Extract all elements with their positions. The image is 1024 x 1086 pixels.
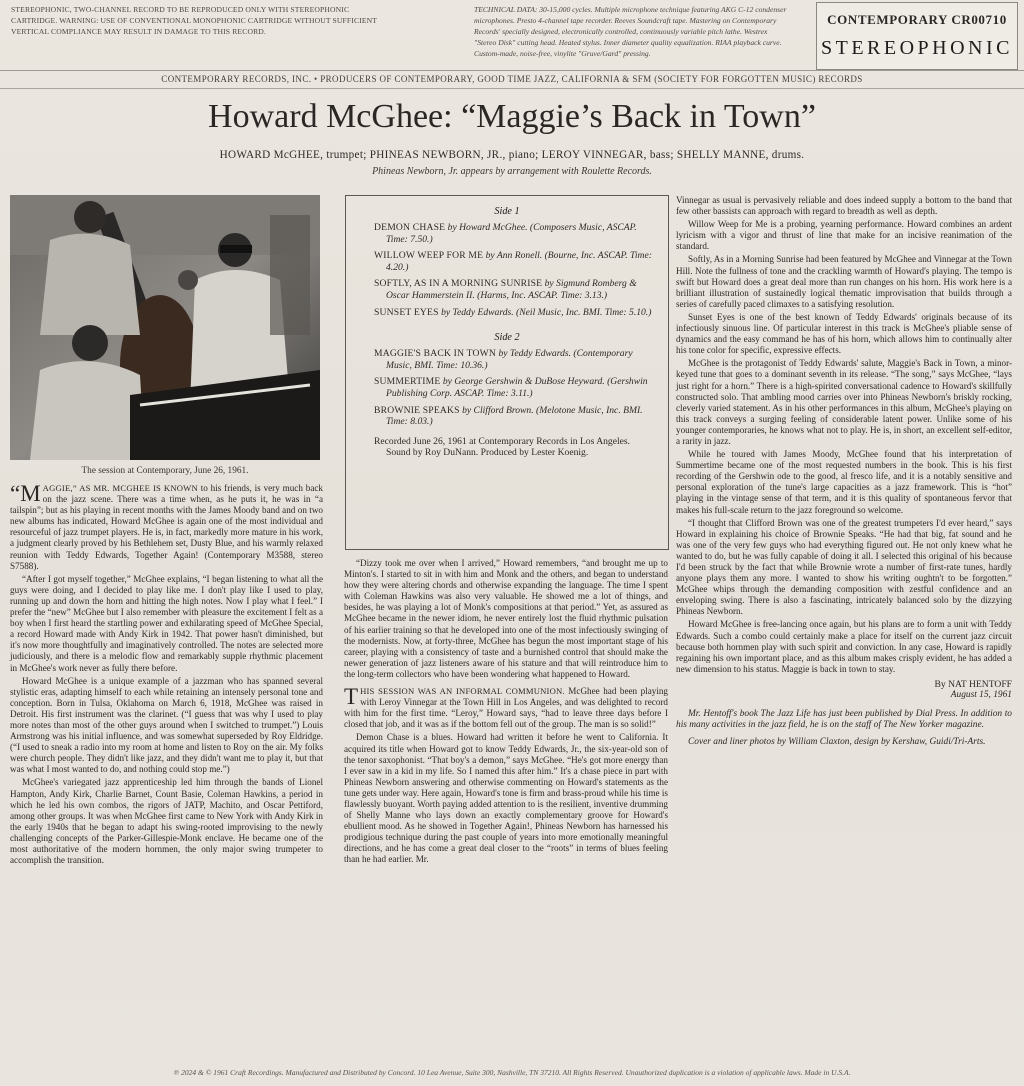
paragraph: Demon Chase is a blues. Howard had written it before he went to California. It acquired its title when Howard got to know Teddy Edwards, Jr., the six-year-old son of the tenor saxophonist. “That boy's a demon,” says McGhee. “He's got more energy than I ever saw in a kid in my life. So I named this after him.” It's a chase piece in part with Phineas Newborn answering and otherwise commenting on Howard's statements as the tune gets under way. Here again, Howard's tone is firm and brass-proud while his time is flawlessly buoyant. Worth paying added attention to is the resilient, inventive drumming of Shelly Manne who lays down an exactly complementary groove for Howard's ebullient mood. As he showed in Together Again!, Phineas Newborn has harnessed his prodigious technique during the past couple of years into more emotionally meaningful directions, and he has come a great deal closer to the “roots” in terms of blues feeling than he had earlier. Mr. — [344, 732, 668, 865]
paragraph: Howard McGhee is free-lancing once again, but his plans are to form a unit with Teddy Edwards. Such a combo could certainly make a place for itself on the current jazz circuit because both hornmen play with such spirit and conviction. In any case, Howard is rapidly regaining his own important place, and as this album makes crisply evident, he has added a new dimension to his status. Maggie is back in town to stay. — [676, 619, 1012, 674]
liner-column-1 — [10, 483, 323, 868]
track-title: BROWNIE SPEAKS — [374, 404, 460, 416]
track-credit: by George Gershwin & DuBose Heyward. (Gershwin Publishing Corp. ASCAP. Time: 3.11.) — [386, 376, 648, 399]
paragraph: Howard McGhee is a unique example of a jazzman who has spanned several stylistic eras, adapting himself to each while retaining an intensely personal tone and conception. Born in Tulsa, Oklahoma on March 6, 1918, McGhee was raised in Detroit. His first instrument was the clarinet. (“I guess that was why I used to play more notes than most of the other guys around when I switched to trumpet.”) Louis Armstrong was his initial influence, and was somewhat superseded by Roy Eldridge. (“I used to sneak a radio into my room at home and listen to Roy on the air. My folks were church people. They didn't like jazz, and they didn't want me to play it, but that was what I most wanted to do, and nothing could stop me.”) — [10, 675, 323, 775]
producers-line: CONTEMPORARY RECORDS, INC. • PRODUCERS OF CONTEMPORARY, GOOD TIME JAZZ, CALIFORNIA & SFM (SOCIETY FOR FORGOTTEN MUSIC) RECORDS — [161, 74, 863, 84]
album-title: Howard McGhee: “Maggie’s Back in Town” — [208, 98, 816, 135]
lead-in: HIS SESSION WAS AN INFORMAL COMMUNION. — [360, 686, 565, 697]
track-credit: by Ann Ronell. (Bourne, Inc. ASCAP. Time: 4.20.) — [386, 250, 652, 273]
track-title: WILLOW WEEP FOR ME — [374, 250, 484, 262]
track-item — [374, 307, 652, 319]
drop-cap: T — [344, 684, 359, 710]
track-item — [374, 376, 652, 399]
track-item — [374, 278, 652, 301]
track-item — [374, 222, 652, 245]
lead-in: AGGIE,” AS MR. MCGHEE IS KNOWN — [42, 483, 198, 493]
signature-date: August 15, 1961 — [950, 690, 1012, 701]
track-list-box — [345, 195, 669, 550]
track-title: SOFTLY, AS IN A MORNING SUNRISE — [374, 278, 543, 290]
track-title: SUMMERTIME — [374, 376, 441, 388]
track-credit: by Teddy Edwards. (Contemporary Music, BMI. Time: 10.36.) — [386, 348, 633, 371]
photo-caption: The session at Contemporary, June 26, 1961. — [81, 466, 249, 476]
personnel-line: HOWARD McGHEE, trumpet; PHINEAS NEWBORN, JR., piano; LEROY VINNEGAR, bass; SHELLY MANNE, drums. — [219, 149, 805, 161]
paragraph: McGhee's variegated jazz apprenticeship led him through the bands of Lionel Hampton, Andy Kirk, Charlie Barnet, Count Basie, Coleman Hawkins, a period in which he led his own combos, the rigors of JATP, Machito, and Oscar Pettiford, among other groups. It was when McGhee first came to New York with Andy Kirk in the early 1940s that he began to adapt his swing-rooted improvising to the newly challenging concepts of the Parker-Gillespie-Monk enclave. He became one of the most authoritative of the modern hornmen, the only major swing trumpeter to accomplish the transition. — [10, 777, 323, 866]
side-1-tracks — [346, 222, 668, 318]
drop-cap: “M — [10, 481, 41, 506]
track-credit: by Clifford Brown. (Melotone Music, Inc. BMI. Time: 8.03.) — [386, 404, 643, 428]
side-1-label: Side 1 — [494, 206, 520, 217]
paragraph: McGhee had been playing with Leroy Vinnegar at the Town Hill in Los Angeles, and was delighted to record with him for the first time. “Leroy,” Howard says, “had to leave three days before I closed that job, and it was as if the bottom fell out of the group. The man is so solid!” — [344, 686, 668, 730]
arrangement-note: Phineas Newborn, Jr. appears by arrangement with Roulette Records. — [372, 166, 652, 177]
paragraph: to his friends, is very much back on the jazz scene. There was a time when, as he puts it, he was in “a tailspin”; but as his playing in recent months with the James Moody band and on two new albums has indicated, Howard McGhee is again one of the most individual and resourceful of jazz trumpet players. He is, in fact, markedly more mature in his work, a judgment clearly proved by his Bethlehem set, Dusty Blue, and his warmly relaxed reunion with Teddy Edwards, Together Again! (Contemporary M3588, stereo S7588). — [10, 483, 323, 571]
credits-note: Cover and liner photos by William Claxton, design by Kershaw, Guidi/Tri-Arts. — [688, 737, 986, 748]
recording-info: Recorded June 26, 1961 at Contemporary Records in Los Angeles. Sound by Roy DuNann. Produced by Lester Koenig. — [374, 435, 631, 459]
paragraph: “I thought that Clifford Brown was one of the greatest trumpeters I'd ever heard,” says Howard in explaining his choice of Brownie Speaks. “He had that big, fat sound and he was one of the very few guys who had everything figured out. He not only knew what he wanted to do, but he was fully capable of doing it all. I selected this original of his because I'd been struck by the fact that while Brownie wrote a number of first-rate tunes, hardly anyone plays them any more. I wanted to show his writing oughtn't to be forgotten.” McGhee whips through the demanding composition with zestful confidence and an enveloping swing. There is also a fascinating, intricately balanced solo by the dizzying Phineas Newborn. — [676, 517, 1012, 617]
stereo-warning: STEREOPHONIC, TWO-CHANNEL RECORD TO BE REPRODUCED ONLY WITH STEREOPHONIC CARTRIDGE. WARNING: USE OF CONVENTIONAL MONOPHONIC CARTRIDGE WITHOUT SUFFICIENT VERTICAL COMPLIANCE MAY RESULT IN DAMAGE TO THIS RECORD. — [11, 5, 377, 36]
track-item — [374, 250, 652, 273]
technical-data: TECHNICAL DATA: 30-15,000 cycles. Multiple microphone technique featuring AKG C-12 condenser microphones. Presto 4-channel tape recorder. Reeves Soundcraft tape. Mastering on Contemporary Records' specially designed, electronically controlled, continuously variable pitch lathe. Westrex "Stereo Disk" cutting head. Heated stylus. Inner diameter quality equalization. RIAA playback curve. Custom-made, noise-free, vinylite "Gruve/Gard" pressing. — [474, 5, 787, 58]
copyright-footer: ℗ 2024 & © 1961 Craft Recordings. Manufactured and Distributed by Concord. 10 Lea Avenue, Suite 300, Nashville, TN 37210. All Rights Reserved. Unauthorized duplication is a violation of applicable laws. Made in U.S.A. — [173, 1068, 851, 1077]
track-item — [374, 348, 652, 371]
track-credit: by Sigmund Romberg & Oscar Hammerstein II. (Harms, Inc. ASCAP. Time: 3.13.) — [386, 278, 637, 301]
catalog-box — [816, 2, 1018, 70]
track-credit: by Howard McGhee. (Composers Music, ASCAP. Time: 7.50.) — [386, 222, 637, 245]
author-signature: By NAT HENTOFF — [934, 678, 1012, 690]
session-photo — [10, 195, 320, 460]
track-title: MAGGIE'S BACK IN TOWN — [374, 348, 497, 360]
divider — [0, 70, 1024, 71]
paragraph: While he toured with James Moody, McGhee found that his interpretation of Summertime became one of the most requested numbers in the book. This is his first recording of the Gershwin ode to the good, al fresco life, and it is a notably sensitive and personal exploration of the tune's large capacities as a jazz framework. This is “hot” playing in the vintage sense of that term, and it is this quality of spontaneous fervor that makes his full-scale return to the jazz foreground so welcome. — [676, 449, 1012, 515]
liner-column-3 — [676, 195, 1012, 750]
paragraph: Willow Weep for Me is a probing, yearning performance. Howard combines an ardent lyricism with a vigor and thrust of line that make for an incisive reanimation of the standard. — [676, 219, 1012, 252]
track-title: DEMON CHASE — [374, 222, 446, 233]
track-item — [374, 405, 652, 428]
paragraph: Sunset Eyes is one of the best known of Teddy Edwards' originals because of its infectiously sinuous line. Of particular interest in this track is McGhee's pliable sense of dynamics and the easy command he has of his horn, which allows him to continually alter his tone color for specific, expressive effects. — [676, 311, 1012, 356]
stereophonic-label: STEREOPHONIC — [820, 37, 1013, 59]
side-2-label: Side 2 — [494, 332, 520, 344]
track-title: SUNSET EYES — [374, 306, 439, 318]
paragraph: “After I got myself together,” McGhee explains, “I began listening to what all the guys were doing, and I decided to play like me. I don't play like I used to play, running up and down the horn and hitting the high notes. Now I play what I feel.” I prefer the “new” McGhee but I also remember with pleasure the excitement I felt as a boy when I first heard the startling power and exhilarating speed of McGhee Special, a record Howard made with Andy Kirk in 1942. That power hasn't diminished, but it's now more thoughtfully and imaginatively controlled. The notes are selected more judiciously, and there is a melodic flow and remarkably supple rhythmic placement in McGhee's work never as fully there before. — [10, 573, 323, 673]
paragraph: “Dizzy took me over when I arrived,” Howard remembers, “and brought me up to Minton's. I started to sit in with him and Monk and the others, and began to understand how they were altering chords and otherwise expanding the language. The time I spent with Coleman Hawkins was also very valuable. He showed me a lot of things, and besides, he was playing a lot of Monk's compositions at that period.” Yet, as assured as McGhee became in the newer idiom, he never entirely lost the fluid rhythmic pulsation of his earlier training so that he developed into one of the most infectiously swinging of the modernists. Now, at forty-three, McGhee has begun the most important stage of his career, playing with a consistency of taste and a burnished control that should make the newer generation of jazz listeners aware of his stature and that will reintroduce him to the long-term collectors who have been wondering what happened to Howard. — [344, 558, 668, 679]
side-2-tracks — [346, 348, 668, 428]
catalog-number: CONTEMPORARY CR00710 — [827, 12, 1007, 27]
paragraph: McGhee is the protagonist of Teddy Edwards' salute, Maggie's Back in Town, a minor-keyed tune that goes to a dominant seventh in its release. “The song,” says McGhee, “lays just right for a horn.” There is a high-spirited conversational cadence to Howard's skillfully constructed solo. That ambling mood carries over into Phineas Newborn's briskly rocking, cleverly varied statement. As in his other performances in this album, McGhee's playing on this track conveys a surging feeling of considerable latent power. Unlike some of his younger contemporaries, he knows what not to play. He is, in short, an excellent self-editor, a rarity in jazz. — [676, 358, 1012, 446]
liner-column-2 — [344, 558, 668, 868]
paragraph: Softly, As in a Morning Sunrise had been featured by McGhee and Vinnegar at the Town Hill. Note the fullness of tone and the crackling warmth of Howard's playing. The tempo is swift but Howard does a great deal more than run changes on his horn. His work here is a brilliant illustration of sustainedly logical thematic improvisation that builds through a series of carefully paced climaxes to a satisfying resolution. — [676, 254, 1012, 309]
track-credit: by Teddy Edwards. (Neil Music, Inc. BMI. Time: 5.10.) — [441, 306, 652, 318]
divider — [0, 88, 1024, 89]
author-note: Mr. Hentoff's book The Jazz Life has just been published by Dial Press. In addition to his many activities in the jazz field, he is on the staff of The New Yorker magazine. — [676, 709, 1012, 731]
paragraph: Vinnegar as usual is pervasively reliable and does indeed supply a bottom to the band that few other bassists can approach with regard to breadth as well as depth. — [676, 195, 1012, 217]
